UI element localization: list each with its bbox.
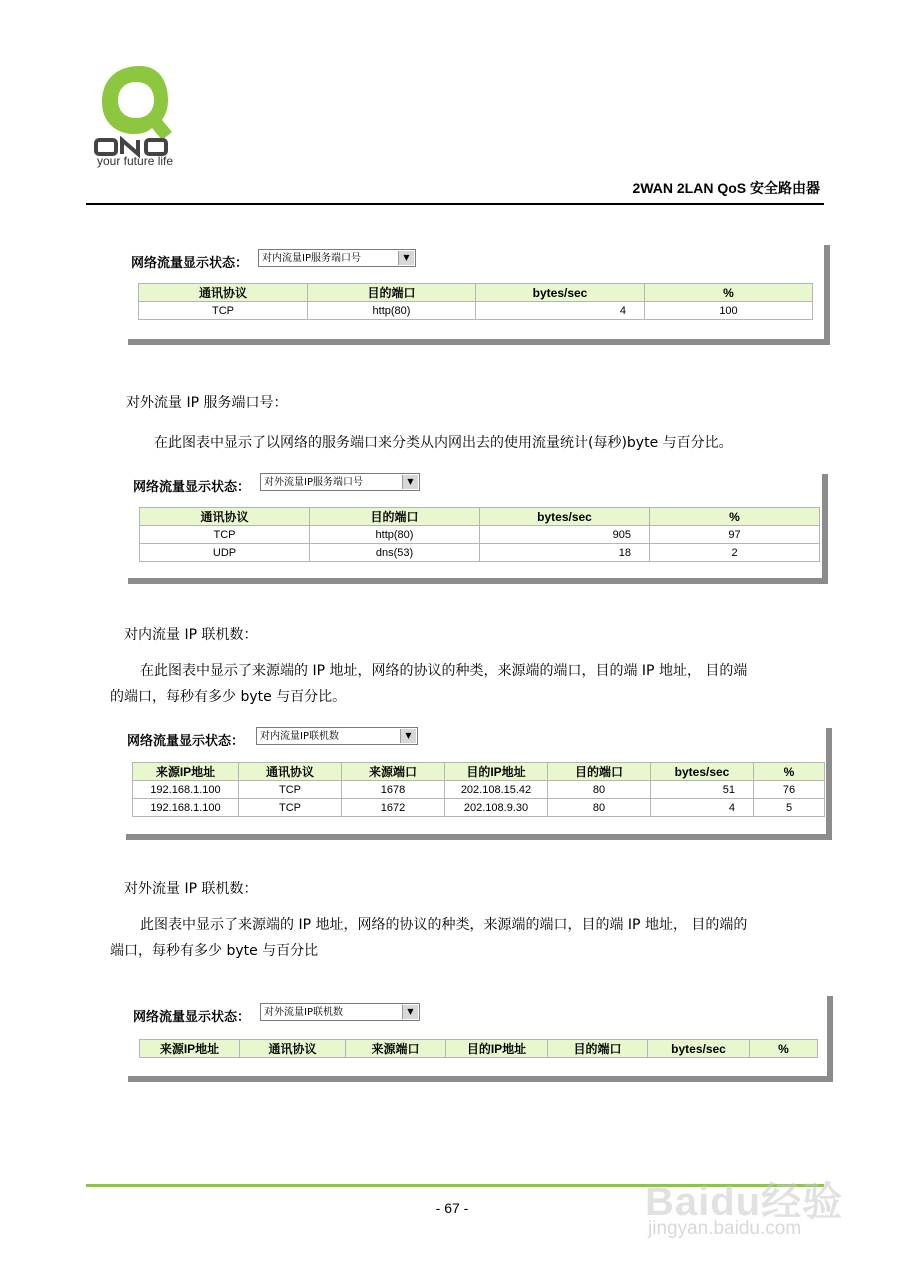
status-label: 网络流量显示状态： (133, 480, 251, 495)
cell-protocol: TCP (140, 526, 310, 544)
panel-shadow-right (824, 245, 830, 345)
watermark-brand: Baidu经验 (645, 1180, 844, 1224)
cell-bytes: 4 (651, 799, 754, 817)
traffic-panel-outbound-connections (128, 996, 833, 1082)
column-header: 通讯协议 (140, 508, 310, 526)
table-row (133, 781, 825, 799)
status-label: 网络流量显示状态： (133, 1010, 251, 1025)
column-header: 通讯协议 (240, 1040, 346, 1058)
cell-protocol: TCP (139, 302, 308, 320)
table-row (140, 544, 820, 562)
cell-protocol: TCP (239, 799, 342, 817)
column-header: 目的IP地址 (445, 763, 548, 781)
cell-bytes: 18 (480, 544, 650, 562)
header-divider (86, 203, 824, 205)
section-paragraph-line1: 在此图表中显示了来源端的 IP 地址，网络的协议的种类，来源端的端口，目的端 IP 地址， 目的端 (140, 663, 748, 679)
table-header-row (140, 1040, 818, 1058)
dropdown-value: 对内流量IP服务端口号 (262, 253, 361, 264)
cell-source-port: 1672 (342, 799, 445, 817)
column-header: 目的端口 (548, 763, 651, 781)
column-header: 来源IP地址 (133, 763, 239, 781)
display-status-dropdown[interactable] (260, 473, 420, 491)
table-row (140, 526, 820, 544)
status-label: 网络流量显示状态： (127, 734, 245, 749)
cell-dest-port: 80 (548, 799, 651, 817)
column-header: 来源IP地址 (140, 1040, 240, 1058)
dropdown-value: 对外流量IP联机数 (264, 1007, 343, 1018)
cell-dest-port: dns(53) (310, 544, 480, 562)
column-header: 来源端口 (342, 763, 445, 781)
cell-percent: 100 (645, 302, 813, 320)
logo-tagline: your future life (97, 154, 174, 168)
cell-percent: 76 (754, 781, 825, 799)
cell-percent: 5 (754, 799, 825, 817)
cell-source-ip: 192.168.1.100 (133, 781, 239, 799)
traffic-table (138, 283, 813, 320)
traffic-panel-inbound-connections (126, 728, 832, 840)
column-header: bytes/sec (648, 1040, 750, 1058)
document-header-title: 2WAN 2LAN QoS 安全路由器 (632, 180, 820, 196)
panel-shadow-bottom (128, 578, 828, 584)
table-header-row (133, 763, 825, 781)
cell-bytes: 51 (651, 781, 754, 799)
column-header: 通讯协议 (239, 763, 342, 781)
cell-percent: 2 (650, 544, 820, 562)
cell-dest-port: http(80) (310, 526, 480, 544)
column-header: bytes/sec (476, 284, 645, 302)
column-header: % (650, 508, 820, 526)
section-paragraph-line2: 端口，每秒有多少 byte 与百分比 (110, 943, 319, 959)
panel-shadow-right (827, 996, 833, 1082)
column-header: % (754, 763, 825, 781)
dropdown-arrow-icon[interactable]: ▼ (402, 475, 418, 489)
section-paragraph: 在此图表中显示了以网络的服务端口来分类从内网出去的使用流量统计(每秒)byte 与百分比。 (154, 435, 733, 451)
dropdown-arrow-icon[interactable]: ▼ (400, 729, 416, 743)
cell-dest-ip: 202.108.15.42 (445, 781, 548, 799)
cell-source-ip: 192.168.1.100 (133, 799, 239, 817)
panel-shadow-right (826, 728, 832, 840)
watermark-url: jingyan.baidu.com (648, 1218, 802, 1239)
traffic-panel-outbound-port (128, 474, 828, 584)
cell-protocol: UDP (140, 544, 310, 562)
panel-shadow-bottom (126, 834, 832, 840)
section-paragraph-line1: 此图表中显示了来源端的 IP 地址，网络的协议的种类，来源端的端口，目的端 IP 地址， 目的端的 (140, 917, 748, 933)
section-heading: 对外流量 IP 服务端口号： (126, 395, 288, 411)
dropdown-value: 对内流量IP联机数 (260, 731, 339, 742)
cell-source-port: 1678 (342, 781, 445, 799)
table-row (139, 302, 813, 320)
column-header: 目的端口 (548, 1040, 648, 1058)
display-status-dropdown[interactable] (258, 249, 416, 267)
panel-shadow-right (822, 474, 828, 584)
column-header: % (645, 284, 813, 302)
column-header: 目的端口 (310, 508, 480, 526)
traffic-table (139, 507, 820, 562)
column-header: 通讯协议 (139, 284, 308, 302)
dropdown-arrow-icon[interactable]: ▼ (398, 251, 414, 265)
cell-percent: 97 (650, 526, 820, 544)
table-header-row (140, 508, 820, 526)
cell-dest-port: 80 (548, 781, 651, 799)
section-heading: 对外流量 IP 联机数： (124, 881, 258, 897)
traffic-table (139, 1039, 818, 1058)
column-header: 来源端口 (346, 1040, 446, 1058)
page-number: - 67 - (435, 1200, 469, 1216)
column-header: bytes/sec (651, 763, 754, 781)
cell-dest-port: http(80) (308, 302, 476, 320)
cell-dest-ip: 202.108.9.30 (445, 799, 548, 817)
column-header: % (750, 1040, 818, 1058)
cell-bytes: 905 (480, 526, 650, 544)
cell-protocol: TCP (239, 781, 342, 799)
column-header: 目的IP地址 (446, 1040, 548, 1058)
table-row (133, 799, 825, 817)
display-status-dropdown[interactable] (256, 727, 418, 745)
column-header: bytes/sec (480, 508, 650, 526)
status-label: 网络流量显示状态： (131, 256, 249, 271)
panel-shadow-bottom (128, 339, 830, 345)
dropdown-value: 对外流量IP服务端口号 (264, 477, 363, 488)
section-heading: 对内流量 IP 联机数： (124, 627, 258, 643)
column-header: 目的端口 (308, 284, 476, 302)
dropdown-arrow-icon[interactable]: ▼ (402, 1005, 418, 1019)
table-header-row (139, 284, 813, 302)
logo-brand: QNO (92, 62, 95, 63)
panel-shadow-bottom (128, 1076, 833, 1082)
cell-bytes: 4 (476, 302, 645, 320)
section-paragraph-line2: 的端口，每秒有多少 byte 与百分比。 (110, 689, 347, 705)
traffic-panel-inbound-port (128, 245, 830, 345)
display-status-dropdown[interactable] (260, 1003, 420, 1021)
traffic-table (132, 762, 825, 817)
